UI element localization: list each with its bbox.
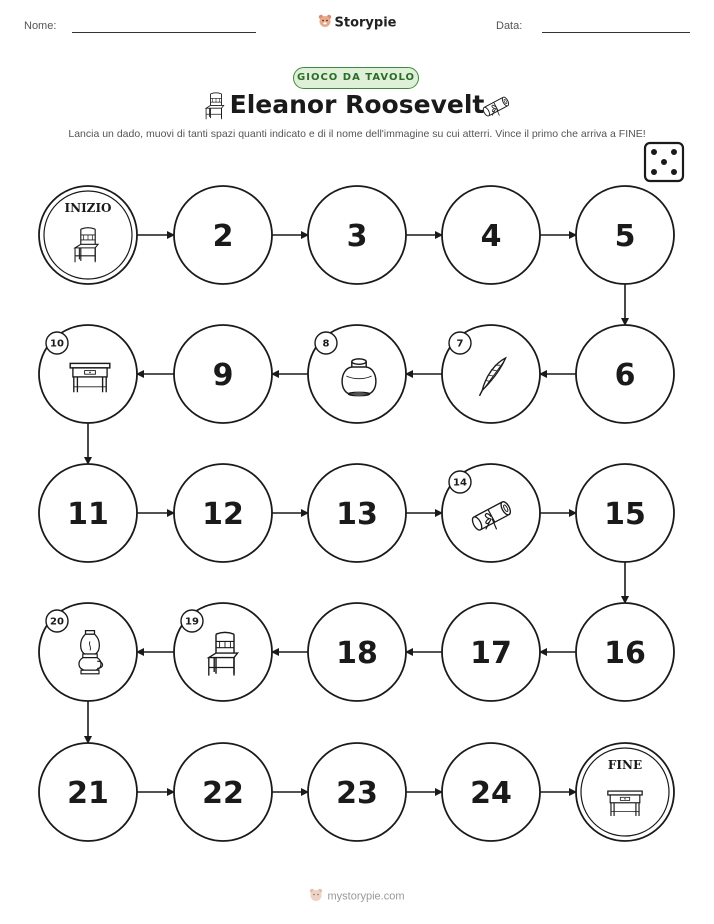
dice-five-icon [645, 143, 683, 181]
date-label: Data: [496, 20, 523, 32]
board-space-9 [174, 325, 272, 423]
space-number: 15 [604, 497, 646, 532]
space-number: 5 [614, 219, 636, 254]
board-space-13 [308, 464, 406, 562]
space-badge [449, 471, 471, 493]
finish-label: FINE [607, 758, 643, 772]
space-badge [181, 610, 203, 632]
board-space-10 [39, 325, 137, 423]
board-space-4 [442, 186, 540, 284]
board-space-19 [174, 603, 272, 701]
board-space-15 [576, 464, 674, 562]
space-badge [449, 332, 471, 354]
space-badge-number: 7 [456, 338, 464, 350]
board-space-5 [576, 186, 674, 284]
space-number: 24 [470, 776, 512, 811]
board-space-2 [174, 186, 272, 284]
board-space-18 [308, 603, 406, 701]
board-space-14 [442, 464, 540, 562]
board-space-16 [576, 603, 674, 701]
board-space-6 [576, 325, 674, 423]
space-number: 13 [336, 497, 378, 532]
space-number: 6 [614, 358, 636, 393]
board-space-25 [576, 743, 674, 841]
board-space-21 [39, 743, 137, 841]
board-space-11 [39, 464, 137, 562]
brand-name: Storypie [334, 15, 397, 31]
space-badge [46, 332, 68, 354]
category-badge: GIOCO DA TAVOLO [293, 67, 419, 89]
name-label: Nome: [24, 20, 57, 32]
space-number: 23 [336, 776, 378, 811]
board-space-24 [442, 743, 540, 841]
space-number: 2 [212, 219, 234, 254]
board-space-3 [308, 186, 406, 284]
space-badge-number: 20 [50, 616, 64, 628]
board-space-12 [174, 464, 272, 562]
space-number: 21 [67, 776, 109, 811]
space-number: 11 [67, 497, 109, 532]
footer [0, 888, 714, 905]
space-badge-number: 19 [185, 616, 199, 628]
footer-bear-icon [309, 888, 323, 905]
space-badge [315, 332, 337, 354]
board-space-8 [308, 325, 406, 423]
start-label: INIZIO [64, 201, 112, 215]
board-space-1 [39, 186, 137, 284]
space-badge [46, 610, 68, 632]
space-badge-number: 14 [453, 477, 467, 489]
space-number: 22 [202, 776, 244, 811]
board-space-17 [442, 603, 540, 701]
space-badge-number: 8 [322, 338, 330, 350]
space-badge-number: 10 [50, 338, 64, 350]
space-number: 17 [470, 636, 512, 671]
board-space-20 [39, 603, 137, 701]
title-chair-icon [206, 93, 224, 119]
board-space-22 [174, 743, 272, 841]
board-space-23 [308, 743, 406, 841]
footer-url[interactable]: mystorypie.com [327, 890, 405, 903]
space-number: 18 [336, 636, 378, 671]
title-scroll-icon [482, 96, 510, 117]
space-number: 12 [202, 497, 244, 532]
board-space-7 [442, 325, 540, 423]
space-number: 3 [346, 219, 368, 254]
space-number: 9 [212, 358, 234, 393]
instructions: Lancia un dado, muovi di tanti spazi quanti indicato e di il nome dell'immagine su cui atterri. Vince il primo che arriva a FINE! [68, 128, 646, 140]
page-title: Eleanor Roosevelt [229, 90, 485, 119]
space-number: 16 [604, 636, 646, 671]
space-number: 4 [480, 219, 502, 254]
